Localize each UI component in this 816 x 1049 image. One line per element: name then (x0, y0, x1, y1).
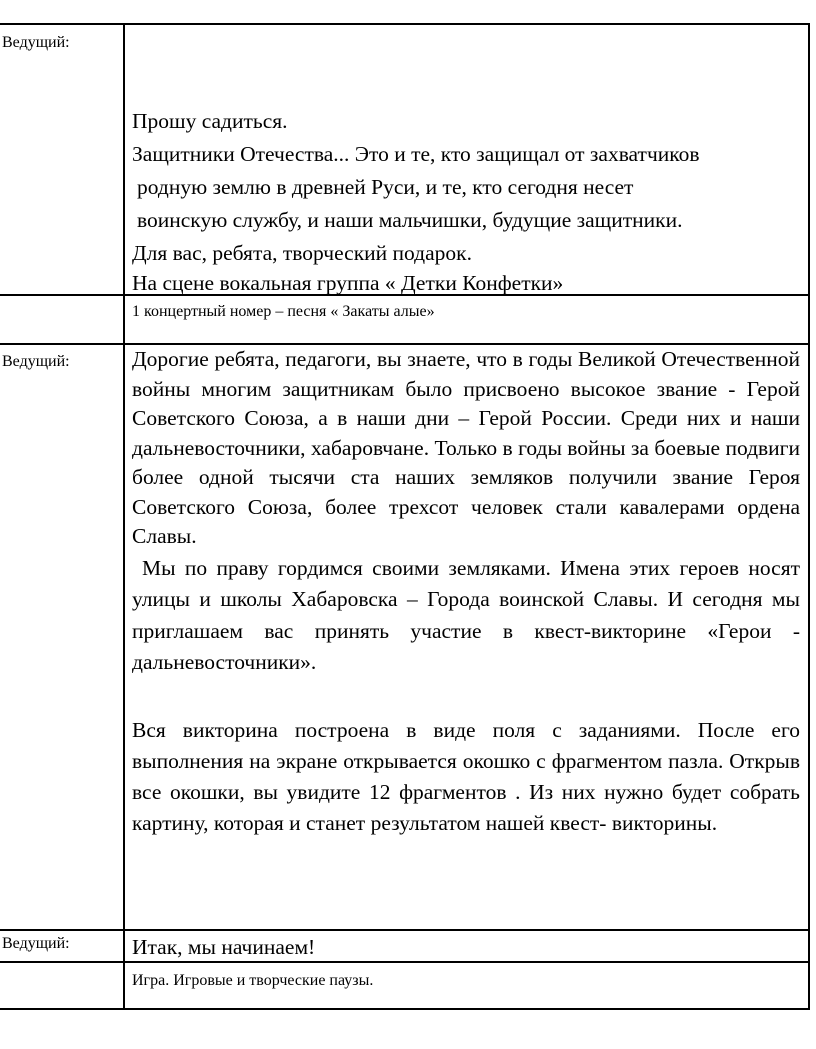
paragraph: Мы по праву гордимся своими земляками. Имена этих героев носят улицы и школы Хабаровска – Города воинской Славы. И сегодня мы приглашаем вас принять участие в квест-викторине «Герои - дальневосточники». (132, 555, 800, 674)
paragraph: Вся викторина построена в виде поля с заданиями. После его выполнения на экране открывается окошко с фрагментом пазла. Открыв все окошки, вы увидите 12 фрагментов . Из них нужно будет собрать картину, которая и станет результатом нашей квест- викторины. (132, 717, 800, 835)
text-line: Защитники Отечества... Это и те, кто защищал от захватчиков (132, 142, 700, 166)
text-line: воинскую службу, и наши мальчишки, будущие защитники. (137, 208, 683, 232)
host-main-text (132, 345, 800, 839)
table-border-right (808, 23, 810, 1010)
text-line: родную землю в древней Руси, и те, кто сегодня несет (137, 175, 634, 199)
text-line: Прошу садиться. (132, 109, 288, 133)
text-line: На сцене вокальная группа « Детки Конфетки» (132, 271, 564, 295)
table-border-bottom (0, 1008, 810, 1010)
speaker-label: Ведущий: (2, 935, 70, 952)
start-announcement: Итак, мы начинаем! (132, 935, 316, 959)
paragraph: Дорогие ребята, педагоги, вы знаете, что в годы Великой Отечественной войны многим защитникам было присвоено высокое звание - Герой Советского Союза, а в наши дни – Герой России. Среди них и наши дальневосточники, хабаровчане. Только в годы войны за боевые подвиги более одной тысячи ста наших земляков получили звание Героя Советского Союза, более трехсот человек стали кавалерами ордена Славы. (132, 347, 800, 548)
host-intro-text (132, 105, 802, 296)
text-line: Для вас, ребята, творческий подарок. (132, 241, 472, 265)
table-border-top (0, 23, 810, 25)
speaker-label: Ведущий: (2, 34, 70, 51)
speaker-label: Ведущий: (2, 353, 70, 370)
column-divider (123, 23, 125, 1010)
games-note: Игра. Игровые и творческие паузы. (132, 972, 374, 989)
concert-number-text: 1 концертный номер – песня « Закаты алые» (132, 303, 435, 320)
